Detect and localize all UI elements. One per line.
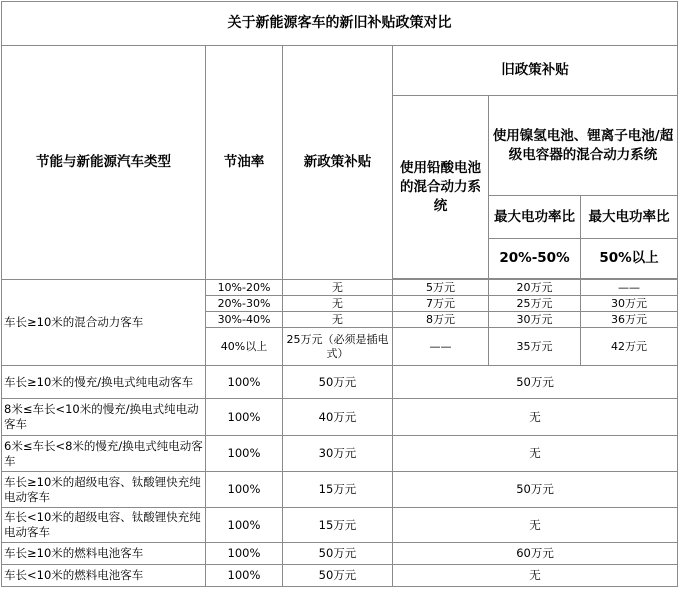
vehicle-type: 车长≥10米的燃料电池客车 [2,543,206,565]
fuel-saving-rate: 100% [206,399,283,436]
fuel-saving-rate: 100% [206,565,283,587]
new-subsidy: 30万元 [283,436,393,472]
header-new-policy-subsidy: 新政策补贴 [283,46,393,280]
header-fuel-saving-rate: 节油率 [206,46,283,280]
hybrid-lead-acid: 8万元 [393,312,489,328]
hybrid-new-subsidy: 无 [283,296,393,312]
subsidy-comparison-table [1,1,678,587]
hybrid-ratio-1: 35万元 [489,328,581,366]
hybrid-ratio-1: 20万元 [489,280,581,296]
table-row [2,543,678,565]
new-subsidy: 40万元 [283,399,393,436]
table-row [2,399,678,436]
new-subsidy: 15万元 [283,472,393,508]
table-row [2,436,678,472]
hybrid-lead-acid: 7万元 [393,296,489,312]
table-title: 关于新能源客车的新旧补贴政策对比 [2,2,678,46]
hybrid-lead-acid: —— [393,328,489,366]
hybrid-new-subsidy: 25万元（必须是插电式） [283,328,393,366]
fuel-saving-rate: 100% [206,472,283,508]
new-subsidy: 50万元 [283,565,393,587]
old-subsidy: 无 [393,508,678,543]
header-old-policy-subsidy: 旧政策补贴 [393,46,678,96]
hybrid-rate: 10%-20% [206,280,283,296]
hybrid-rate: 30%-40% [206,312,283,328]
hybrid-ratio-1: 30万元 [489,312,581,328]
fuel-saving-rate: 100% [206,366,283,399]
hybrid-ratio-1: 25万元 [489,296,581,312]
hybrid-ratio-2: 42万元 [581,328,678,366]
table-row [2,508,678,543]
new-subsidy: 50万元 [283,543,393,565]
table-row [2,565,678,587]
vehicle-type: 车长≥10米的慢充/换电式纯电动客车 [2,366,206,399]
hybrid-new-subsidy: 无 [283,280,393,296]
vehicle-type: 6米≤车长<8米的慢充/换电式纯电动客车 [2,436,206,472]
hybrid-new-subsidy: 无 [283,312,393,328]
hybrid-vehicle-type: 车长≥10米的混合动力客车 [2,280,206,366]
hybrid-ratio-2: —— [581,280,678,296]
header-lead-acid-hybrid: 使用铅酸电池的混合动力系统 [393,96,489,279]
fuel-saving-rate: 100% [206,436,283,472]
new-subsidy: 15万元 [283,508,393,543]
old-subsidy: 无 [393,436,678,472]
vehicle-type: 车长<10米的燃料电池客车 [2,565,206,587]
fuel-saving-rate: 100% [206,508,283,543]
header-ratio-range-1: 20%-50% [489,239,581,279]
old-subsidy: 无 [393,565,678,587]
header-nimh-li-hybrid: 使用镍氢电池、锂离子电池/超级电容器的混合动力系统 [489,96,678,196]
header-power-ratio-1: 最大电功率比 [489,196,581,239]
vehicle-type: 车长<10米的超级电容、钛酸锂快充纯电动客车 [2,508,206,543]
hybrid-ratio-2: 36万元 [581,312,678,328]
table-row [2,472,678,508]
old-subsidy: 50万元 [393,366,678,399]
header-power-ratio-2: 最大电功率比 [581,196,678,239]
header-vehicle-type: 节能与新能源汽车类型 [2,46,206,280]
old-subsidy: 60万元 [393,543,678,565]
fuel-saving-rate: 100% [206,543,283,565]
table-row [2,366,678,399]
new-subsidy: 50万元 [283,366,393,399]
vehicle-type: 车长≥10米的超级电容、钛酸锂快充纯电动客车 [2,472,206,508]
hybrid-lead-acid: 5万元 [393,280,489,296]
old-subsidy: 50万元 [393,472,678,508]
hybrid-rate: 40%以上 [206,328,283,366]
old-subsidy: 无 [393,399,678,436]
hybrid-ratio-2: 30万元 [581,296,678,312]
header-ratio-range-2: 50%以上 [581,239,678,279]
hybrid-rate: 20%-30% [206,296,283,312]
vehicle-type: 8米≤车长<10米的慢充/换电式纯电动客车 [2,399,206,436]
